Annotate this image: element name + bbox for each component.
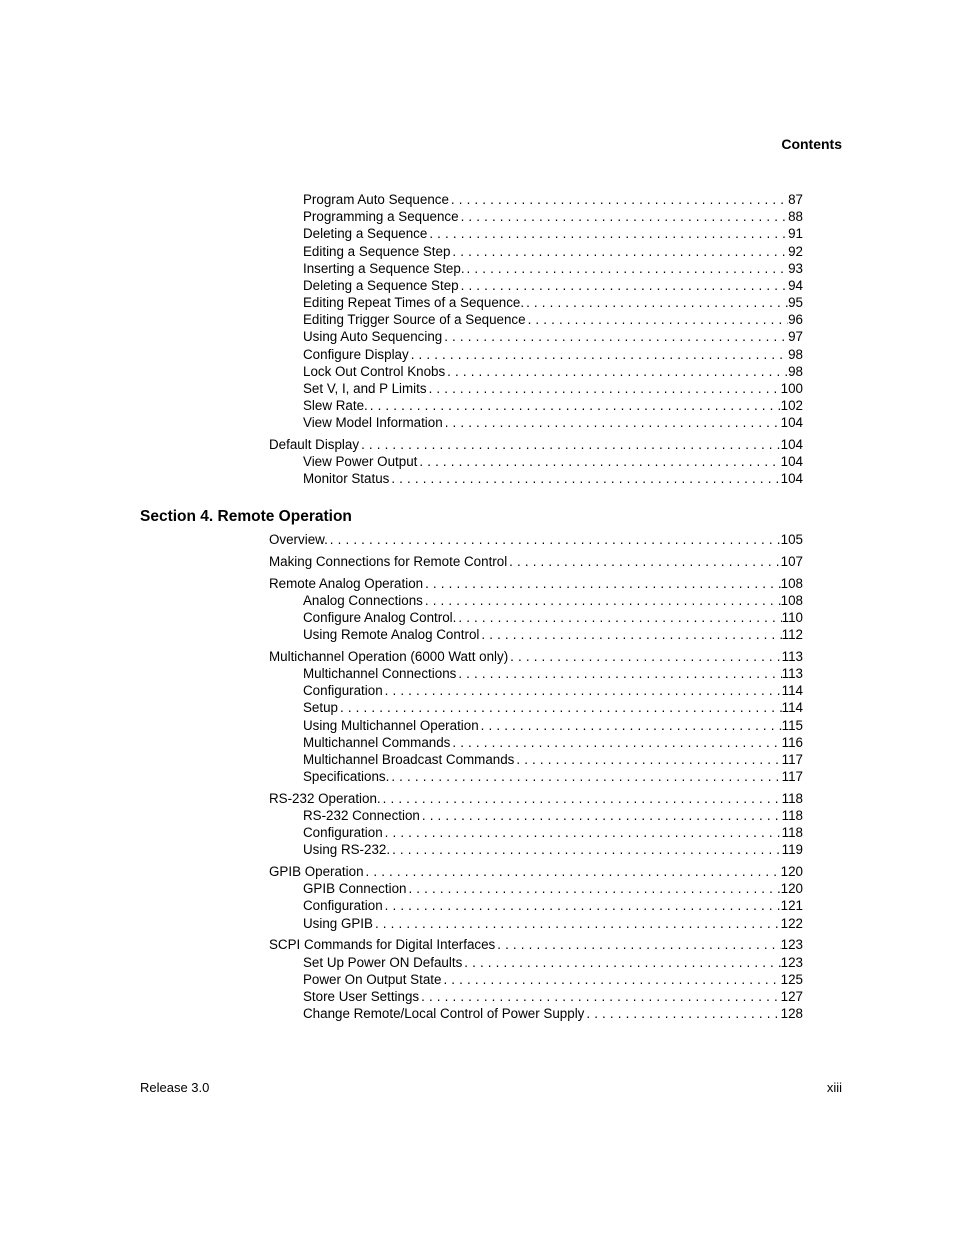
toc-entry-page: 104 [780, 454, 803, 469]
toc-entry[interactable] [303, 261, 803, 277]
toc-entry[interactable] [303, 735, 803, 751]
dot-leader [389, 769, 781, 785]
dot-leader [381, 791, 782, 807]
toc-entry[interactable] [269, 649, 803, 665]
toc-entry-title: Lock Out Control Knobs [303, 364, 446, 379]
toc-entry-title: GPIB Connection [303, 881, 407, 896]
dot-leader [420, 808, 782, 824]
toc-entry-page: 104 [780, 415, 803, 430]
toc-entry-page: 104 [780, 437, 803, 452]
toc-entry-page: 104 [780, 471, 803, 486]
toc-entry-page: 87 [788, 192, 803, 207]
toc-entry[interactable] [303, 347, 803, 363]
toc-entry[interactable] [303, 454, 803, 470]
toc-entry-page: 121 [780, 898, 803, 913]
toc-entry[interactable] [303, 415, 803, 431]
toc-entry-page: 105 [780, 532, 803, 547]
toc-entry-title: Analog Connections [303, 593, 423, 608]
toc-entry[interactable] [269, 791, 803, 807]
toc-entry-title: SCPI Commands for Digital Interfaces [269, 937, 496, 952]
toc-entry-page: 116 [781, 735, 803, 750]
toc-entry-title: Setup [303, 700, 338, 715]
dot-leader [443, 415, 781, 431]
toc-entry[interactable] [303, 769, 803, 785]
toc-entry[interactable] [269, 554, 803, 570]
toc-entry-title: Making Connections for Remote Control [269, 554, 508, 569]
toc-entry-title: View Model Information [303, 415, 443, 430]
toc-entry-title: Multichannel Commands [303, 735, 451, 750]
dot-leader [584, 1006, 780, 1022]
toc-entry[interactable] [303, 364, 803, 380]
dot-leader [462, 955, 780, 971]
toc-entry-title: GPIB Operation [269, 864, 364, 879]
toc-entry[interactable] [303, 226, 803, 242]
toc-entry-title: View Power Output [303, 454, 418, 469]
dot-leader [450, 735, 781, 751]
toc-entry-page: 113 [781, 649, 803, 664]
toc-entry[interactable] [303, 898, 803, 914]
dot-leader [389, 471, 780, 487]
toc-entry-title: Specifications. [303, 769, 390, 784]
toc-entry-page: 95 [788, 295, 803, 310]
toc-entry-title: Change Remote/Local Control of Power Supply [303, 1006, 585, 1021]
dot-leader [419, 989, 781, 1005]
toc-entry[interactable] [303, 627, 803, 643]
dot-leader [508, 649, 781, 665]
toc-entry-page: 102 [780, 398, 803, 413]
dot-leader [359, 437, 781, 453]
toc-entry[interactable] [303, 825, 803, 841]
toc-entry-page: 117 [781, 769, 803, 784]
toc-entry-title: Set Up Power ON Defaults [303, 955, 463, 970]
dot-leader [479, 718, 782, 734]
toc-entry-page: 114 [781, 683, 803, 698]
toc-entry[interactable] [303, 312, 803, 328]
footer-page-number: xiii [826, 1080, 842, 1095]
toc-entry-page: 97 [788, 329, 803, 344]
toc-entry[interactable] [303, 1006, 803, 1022]
toc-entry-title: Overview. [269, 532, 328, 547]
toc-entry-page: 119 [781, 842, 803, 857]
dot-leader [427, 381, 781, 397]
dot-leader [390, 842, 782, 858]
toc-entry-page: 98 [788, 347, 803, 362]
toc-entry[interactable] [303, 329, 803, 345]
toc-entry[interactable] [303, 278, 803, 294]
toc-entry-title: Using GPIB [303, 916, 373, 931]
dot-leader [459, 278, 788, 294]
toc-entry-page: 112 [781, 627, 803, 642]
toc-entry[interactable] [303, 842, 803, 858]
toc-entry-page: 123 [780, 937, 803, 952]
toc-entry[interactable] [303, 244, 803, 260]
footer-release: Release 3.0 [140, 1080, 210, 1095]
toc-entry-page: 120 [780, 864, 803, 879]
toc-entry[interactable] [303, 471, 803, 487]
toc-entry-title: Monitor Status [303, 471, 390, 486]
dot-leader [383, 683, 782, 699]
toc-entry-title: Configuration [303, 825, 383, 840]
dot-leader [441, 972, 780, 988]
dot-leader [526, 312, 789, 328]
dot-leader [417, 454, 780, 470]
toc-entry-page: 128 [780, 1006, 803, 1021]
toc-entry-title: Editing Trigger Source of a Sequence [303, 312, 526, 327]
toc-entry-page: 93 [788, 261, 803, 276]
toc-entry[interactable] [303, 700, 803, 716]
toc-entry-page: 94 [788, 278, 803, 293]
toc-entry[interactable] [303, 295, 803, 311]
toc-entry[interactable] [303, 989, 803, 1005]
dot-leader [456, 610, 781, 626]
toc-entry[interactable] [303, 398, 803, 414]
toc-entry-title: Programming a Sequence [303, 209, 459, 224]
toc-entry[interactable] [303, 752, 803, 768]
toc-entry-page: 110 [781, 610, 803, 625]
dot-leader [445, 364, 788, 380]
toc-entry-page: 114 [781, 700, 803, 715]
toc-entry-page: 127 [780, 989, 803, 1004]
toc-entry-title: Set V, I, and P Limits [303, 381, 427, 396]
toc-entry[interactable] [303, 192, 803, 208]
dot-leader [450, 244, 788, 260]
dot-leader [524, 295, 788, 311]
toc-entry-title: Store User Settings [303, 989, 420, 1004]
dot-leader [373, 916, 781, 932]
toc-entry-title: Configure Display [303, 347, 409, 362]
toc-entry[interactable] [303, 916, 803, 932]
toc-entry-page: 120 [780, 881, 803, 896]
dot-leader [328, 532, 781, 548]
toc-entry-page: 100 [780, 381, 803, 396]
dot-leader [442, 329, 788, 345]
dot-leader [449, 192, 788, 208]
toc-entry[interactable] [269, 937, 803, 953]
toc-entry-page: 118 [781, 825, 803, 840]
toc-entry-title: Multichannel Operation (6000 Watt only) [269, 649, 509, 664]
dot-leader [423, 576, 781, 592]
running-head: Contents [781, 136, 842, 152]
toc-entry-title: Slew Rate. [303, 398, 368, 413]
toc-entry-title: Power On Output State [303, 972, 442, 987]
toc-entry-title: Inserting a Sequence Step. [303, 261, 465, 276]
dot-leader [383, 898, 781, 914]
toc-entry-title: Configuration [303, 683, 383, 698]
toc-entry-page: 108 [780, 576, 803, 591]
toc-entry-page: 96 [788, 312, 803, 327]
toc-entry-title: Configure Analog Control. [303, 610, 457, 625]
toc-entry-page: 118 [781, 808, 803, 823]
toc-entry-title: RS-232 Operation. [269, 791, 381, 806]
toc-entry-page: 118 [781, 791, 803, 806]
toc-entry[interactable] [303, 666, 803, 682]
dot-leader [406, 881, 780, 897]
toc-entry-title: Using Remote Analog Control [303, 627, 480, 642]
toc-entry-title: Editing Repeat Times of a Sequence. [303, 295, 525, 310]
toc-entry[interactable] [303, 808, 803, 824]
toc-entry-page: 107 [780, 554, 803, 569]
toc-entry-page: 125 [780, 972, 803, 987]
toc-entry[interactable] [303, 972, 803, 988]
toc-entry-title: Using Multichannel Operation [303, 718, 479, 733]
toc-entry[interactable] [269, 576, 803, 592]
toc-entry-page: 113 [781, 666, 803, 681]
toc-entry-title: Editing a Sequence Step [303, 244, 451, 259]
toc-entry-page: 123 [780, 955, 803, 970]
dot-leader [507, 554, 780, 570]
dot-leader [409, 347, 788, 363]
toc-entry[interactable] [303, 881, 803, 897]
toc-entry[interactable] [269, 864, 803, 880]
toc-entry-title: Deleting a Sequence Step [303, 278, 459, 293]
toc-entry-page: 98 [788, 364, 803, 379]
dot-leader [514, 752, 781, 768]
toc-entry[interactable] [303, 683, 803, 699]
toc-entry-title: Deleting a Sequence [303, 226, 428, 241]
toc-entry[interactable] [269, 532, 803, 548]
dot-leader [338, 700, 782, 716]
dot-leader [479, 627, 781, 643]
toc-entry[interactable] [269, 437, 803, 453]
dot-leader [495, 937, 780, 953]
dot-leader [465, 261, 789, 277]
toc-entry-title: Remote Analog Operation [269, 576, 424, 591]
dot-leader [423, 593, 781, 609]
toc-entry[interactable] [303, 610, 803, 626]
toc-entry-page: 122 [780, 916, 803, 931]
toc-entry-page: 115 [781, 718, 803, 733]
dot-leader [368, 398, 781, 414]
toc-entry-title: Using Auto Sequencing [303, 329, 443, 344]
toc-entry-title: Multichannel Broadcast Commands [303, 752, 515, 767]
dot-leader [456, 666, 781, 682]
toc-entry[interactable] [303, 593, 803, 609]
toc-entry-page: 91 [788, 226, 803, 241]
toc-entry[interactable] [303, 718, 803, 734]
dot-leader [364, 864, 781, 880]
toc-entry-page: 88 [788, 209, 803, 224]
toc-entry[interactable] [303, 955, 803, 971]
toc-entry-title: Using RS-232. [303, 842, 391, 857]
toc-entry-title: Program Auto Sequence [303, 192, 449, 207]
toc-entry-page: 117 [781, 752, 803, 767]
toc-entry-page: 92 [788, 244, 803, 259]
dot-leader [459, 209, 789, 225]
toc-entry-title: Multichannel Connections [303, 666, 457, 681]
toc-entry[interactable] [303, 209, 803, 225]
toc-entry-title: Configuration [303, 898, 383, 913]
dot-leader [427, 226, 788, 242]
dot-leader [383, 825, 782, 841]
toc-entry-title: RS-232 Connection [303, 808, 420, 823]
section-heading: Section 4. Remote Operation [140, 508, 352, 525]
toc-entry-title: Default Display [269, 437, 360, 452]
toc-entry-page: 108 [780, 593, 803, 608]
toc-entry[interactable] [303, 381, 803, 397]
